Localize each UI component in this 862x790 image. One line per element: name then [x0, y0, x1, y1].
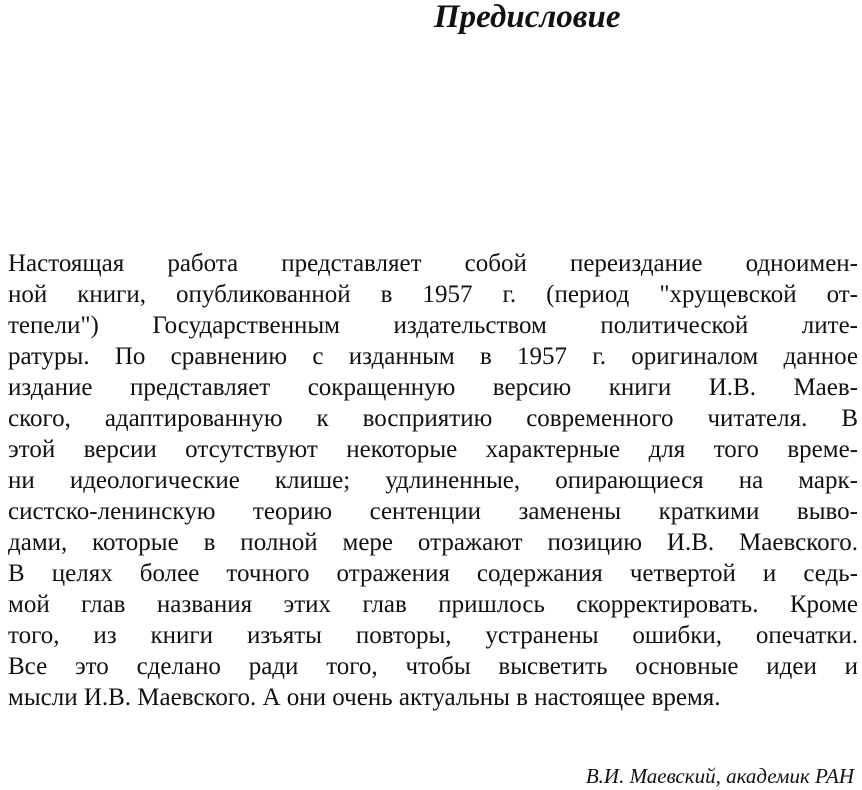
- body-line-12: мой глав названия этих глав пришлось скорректировать. Кроме: [8, 591, 858, 618]
- page-title: Предисловие: [434, 0, 621, 35]
- body-line-1: Настоящая работа представляет собой переиздание одноимен-: [8, 250, 858, 277]
- body-line-2: ной книги, опубликованной в 1957 г. (период "хрущевской от-: [8, 281, 858, 308]
- author-signature: В.И. Маевский, академик РАН: [585, 764, 854, 788]
- body-line-3: тепели") Государственным издательством политической лите-: [8, 312, 858, 339]
- body-line-15: мысли И.В. Маевского. А они очень актуальны в настоящее время.: [8, 684, 721, 711]
- body-line-14: Все это сделано ради того, чтобы высветить основные идеи и: [8, 653, 858, 680]
- body-line-6: ского, адаптированную к восприятию современного читателя. В: [8, 405, 858, 432]
- body-line-13: того, из книги изъяты повторы, устранены ошибки, опечатки.: [8, 622, 858, 649]
- preface-body: [8, 248, 858, 713]
- body-line-11: В целях более точного отражения содержания четвертой и седь-: [8, 560, 858, 587]
- body-line-7: этой версии отсутствуют некоторые характерные для того време-: [8, 436, 858, 463]
- body-line-5: издание представляет сокращенную версию книги И.В. Маев-: [8, 374, 858, 401]
- body-line-8: ни идеологические клише; удлиненные, опирающиеся на марк-: [8, 467, 858, 494]
- body-line-10: дами, которые в полной мере отражают позицию И.В. Маевского.: [8, 529, 858, 556]
- body-line-9: систско-ленинскую теорию сентенции заменены краткими выво-: [8, 498, 858, 525]
- body-line-4: ратуры. По сравнению с изданным в 1957 г. оригиналом данное: [8, 343, 858, 370]
